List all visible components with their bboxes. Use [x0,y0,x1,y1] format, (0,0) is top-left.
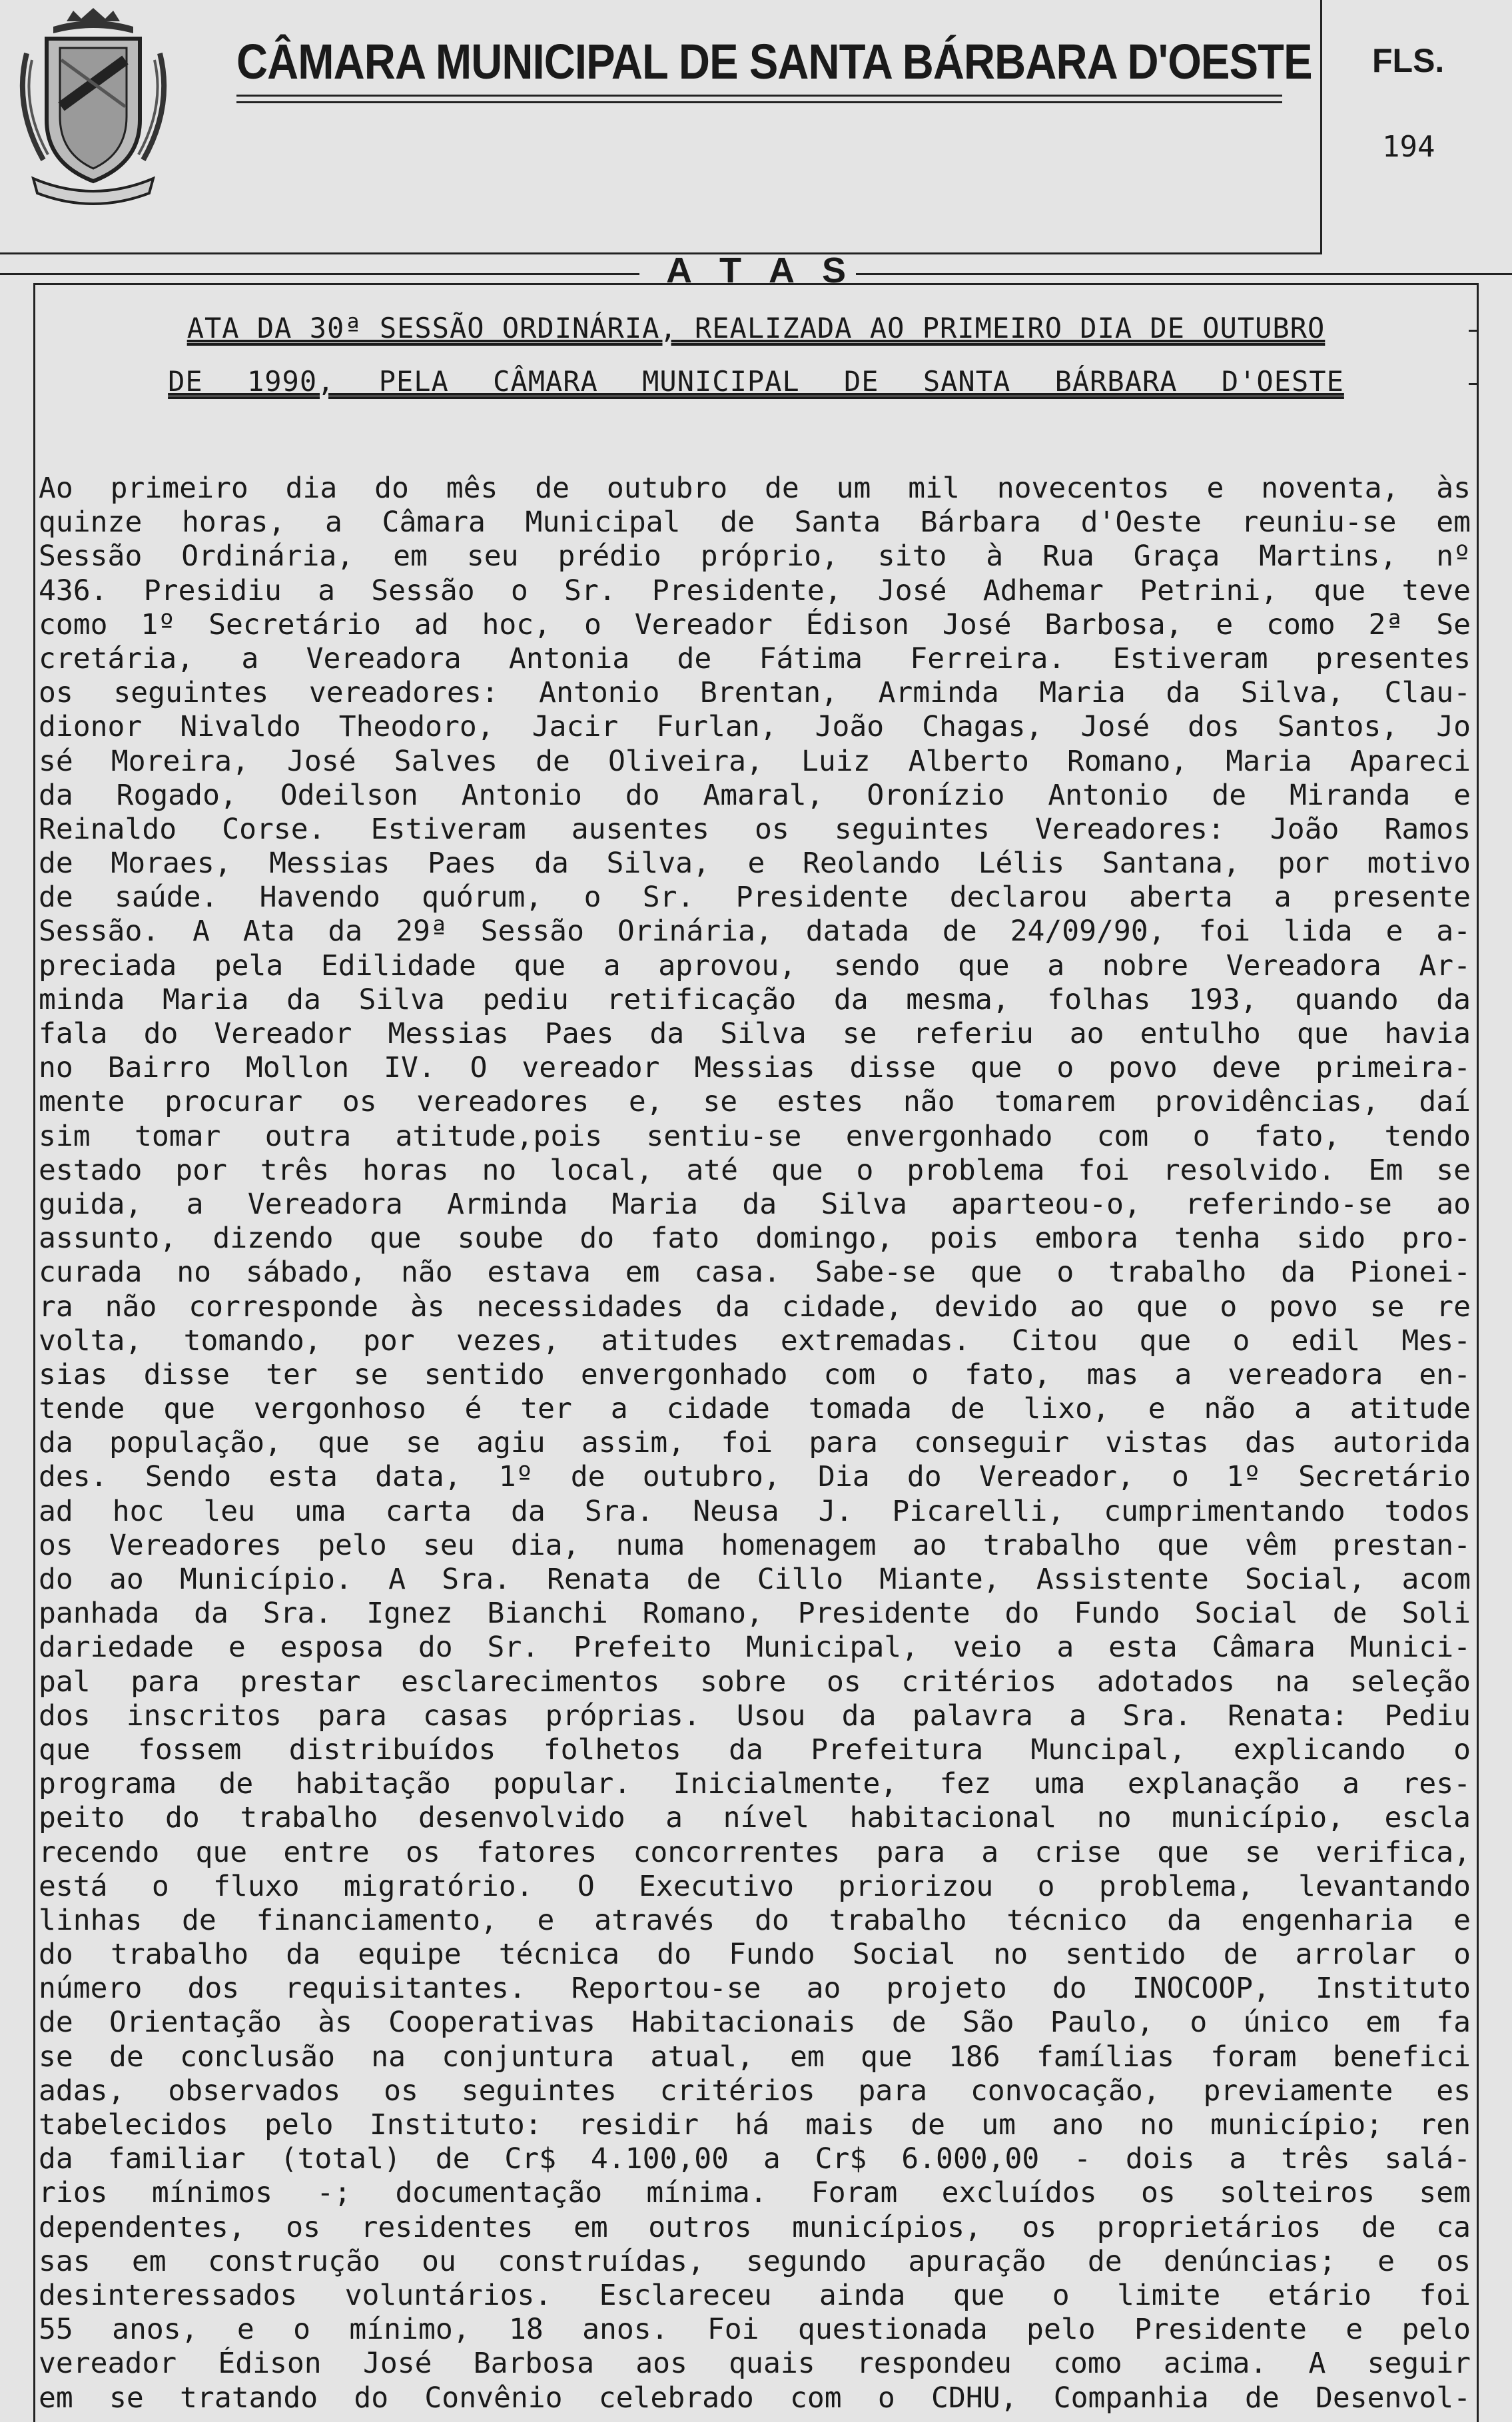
atas-rule-left [0,273,639,275]
body-line: número dos requisitantes. Reportou-se ao projeto do INOCOOP, Instituto [39,1972,1471,2006]
body-line: que fossem distribuídos folhetos da Prefeitura Muncipal, explicando o [39,1733,1471,1767]
body-line: os Vereadores pelo seu dia, numa homenagem ao trabalho que vêm prestan- [39,1528,1471,1562]
body-line: sé Moreira, José Salves de Oliveira, Luiz Alberto Romano, Maria Apareci [39,744,1471,778]
body-line: da familiar (total) de Cr$ 4.100,00 a Cr$ 6.000,00 - dois a três salá- [39,2142,1471,2176]
document-body [39,472,1471,2415]
body-line: des. Sendo esta data, 1º de outubro, Dia do Vereador, o 1º Secretário [39,1460,1471,1494]
body-line: ad hoc leu uma carta da Sra. Neusa J. Picarelli, cumprimentando todos [39,1494,1471,1528]
body-line: rios mínimos -; documentação mínima. Foram excluídos os solteiros sem [39,2176,1471,2210]
body-line: desinteressados voluntários. Esclareceu ainda que o limite etário foi [39,2278,1471,2312]
margin-tick [1469,330,1478,332]
document-heading-line1: ATA DA 30ª SESSÃO ORDINÁRIA, REALIZADA AO PRIMEIRO DIA DE OUTUBRO [187,312,1325,344]
body-line: de Moraes, Messias Paes da Silva, e Reolando Lélis Santana, por motivo [39,847,1471,881]
chamber-title: CÂMARA MUNICIPAL DE SANTA BÁRBARA D'OESTE [236,34,1312,89]
body-line: mente procurar os vereadores e, se estes não tomarem providências, daí [39,1085,1471,1119]
body-line: da população, que se agiu assim, foi para conseguir vistas das autorida [39,1426,1471,1460]
body-line: Sessão. A Ata da 29ª Sessão Orinária, datada de 24/09/90, foi lida e a- [39,915,1471,949]
margin-tick [1469,383,1478,385]
body-line: 55 anos, e o mínimo, 18 anos. Foi questionada pelo Presidente e pelo [39,2313,1471,2347]
body-line: no Bairro Mollon IV. O vereador Messias disse que o povo deve primeira- [39,1051,1471,1085]
body-line: Reinaldo Corse. Estiveram ausentes os seguintes Vereadores: João Ramos [39,812,1471,846]
document-heading-line2: DE 1990, PELA CÂMARA MUNICIPAL DE SANTA BÁRBARA D'OESTE [168,365,1344,398]
body-line: tende que vergonhoso é ter a cidade tomada de lixo, e não a atitude [39,1392,1471,1426]
body-line: está o fluxo migratório. O Executivo priorizou o problema, levantando [39,1869,1471,1903]
body-line: como 1º Secretário ad hoc, o Vereador Édison José Barbosa, e como 2ª Se [39,607,1471,641]
atas-rule-right [856,273,1512,275]
section-title: A T A S [666,250,855,290]
fls-label: FLS. [1372,42,1445,79]
body-line: dependentes, os residentes em outros municípios, os proprietários de ca [39,2210,1471,2244]
body-line: de Orientação às Cooperativas Habitacionais de São Paulo, o único em fa [39,2006,1471,2040]
body-line: cretária, a Vereadora Antonia de Fátima Ferreira. Estiveram presentes [39,641,1471,675]
body-line: assunto, dizendo que soube do fato domingo, pois embora tenha sido pro- [39,1222,1471,1256]
body-line: em se tratando do Convênio celebrado com o CDHU, Companhia de Desenvol- [39,2381,1471,2415]
body-line: linhas de financiamento, e através do trabalho técnico da engenharia e [39,1903,1471,1937]
body-line: de saúde. Havendo quórum, o Sr. Presidente declarou aberta a presente [39,881,1471,915]
body-line: programa de habitação popular. Inicialmente, fez uma explanação a res- [39,1767,1471,1801]
body-line: peito do trabalho desenvolvido a nível habitacional no município, escla [39,1801,1471,1835]
body-line: quinze horas, a Câmara Municipal de Santa Bárbara d'Oeste reuniu-se em [39,506,1471,540]
body-line: Ao primeiro dia do mês de outubro de um mil novecentos e noventa, às [39,472,1471,505]
body-line: do ao Município. A Sra. Renata de Cillo Miante, Assistente Social, acom [39,1563,1471,1596]
body-line: minda Maria da Silva pediu retificação da mesma, folhas 193, quando da [39,983,1471,1016]
body-line: panhada da Sra. Ignez Bianchi Romano, Presidente do Fundo Social de Soli [39,1597,1471,1631]
body-line: dos inscritos para casas próprias. Usou da palavra a Sra. Renata: Pediu [39,1699,1471,1733]
body-line: sas em construção ou construídas, segundo apuração de denúncias; e os [39,2244,1471,2278]
body-line: tabelecidos pelo Instituto: residir há mais de um ano no município; ren [39,2108,1471,2142]
body-line: recendo que entre os fatores concorrentes para a crise que se verifica, [39,1835,1471,1869]
body-line: dariedade e esposa do Sr. Prefeito Municipal, veio a esta Câmara Munici- [39,1631,1471,1665]
body-line: pal para prestar esclarecimentos sobre os critérios adotados na seleção [39,1665,1471,1699]
municipal-seal-icon [7,7,180,206]
body-line: sias disse ter se sentido envergonhado com o fato, mas a vereadora en- [39,1358,1471,1392]
page-number: 194 [1382,130,1435,164]
body-line: estado por três horas no local, até que o problema foi resolvido. Em se [39,1153,1471,1187]
body-line: vereador Édison José Barbosa aos quais respondeu como acima. A seguir [39,2347,1471,2381]
body-line: fala do Vereador Messias Paes da Silva se referiu ao entulho que havia [39,1017,1471,1050]
body-line: do trabalho da equipe técnica do Fundo Social no sentido de arrolar o [39,1938,1471,1972]
body-line: Sessão Ordinária, em seu prédio próprio, sito à Rua Graça Martins, nº [39,540,1471,574]
body-line: adas, observados os seguintes critérios para convocação, previamente es [39,2074,1471,2108]
body-line: curada no sábado, não estava em casa. Sabe-se que o trabalho da Pionei- [39,1256,1471,1290]
body-line: preciada pela Edilidade que a aprovou, sendo que a nobre Vereadora Ar- [39,949,1471,983]
body-line: guida, a Vereadora Arminda Maria da Silva aparteou-o, referindo-se ao [39,1187,1471,1221]
title-rule-top [236,95,1282,97]
body-line: da Rogado, Odeilson Antonio do Amaral, Oronízio Antonio de Miranda e [39,778,1471,812]
body-line: volta, tomando, por vezes, atitudes extremadas. Citou que o edil Mes- [39,1324,1471,1358]
body-line: se de conclusão na conjuntura atual, em que 186 famílias foram benefici [39,2040,1471,2074]
body-line: sim tomar outra atitude,pois sentiu-se envergonhado com o fato, tendo [39,1119,1471,1153]
body-line: 436. Presidiu a Sessão o Sr. Presidente, José Adhemar Petrini, que teve [39,574,1471,607]
body-line: os seguintes vereadores: Antonio Brentan, Arminda Maria da Silva, Clau- [39,676,1471,710]
title-rule-bottom [236,101,1282,103]
body-line: dionor Nivaldo Theodoro, Jacir Furlan, João Chagas, José dos Santos, Jo [39,710,1471,744]
body-line: ra não corresponde às necessidades da cidade, devido ao que o povo se re [39,1290,1471,1324]
